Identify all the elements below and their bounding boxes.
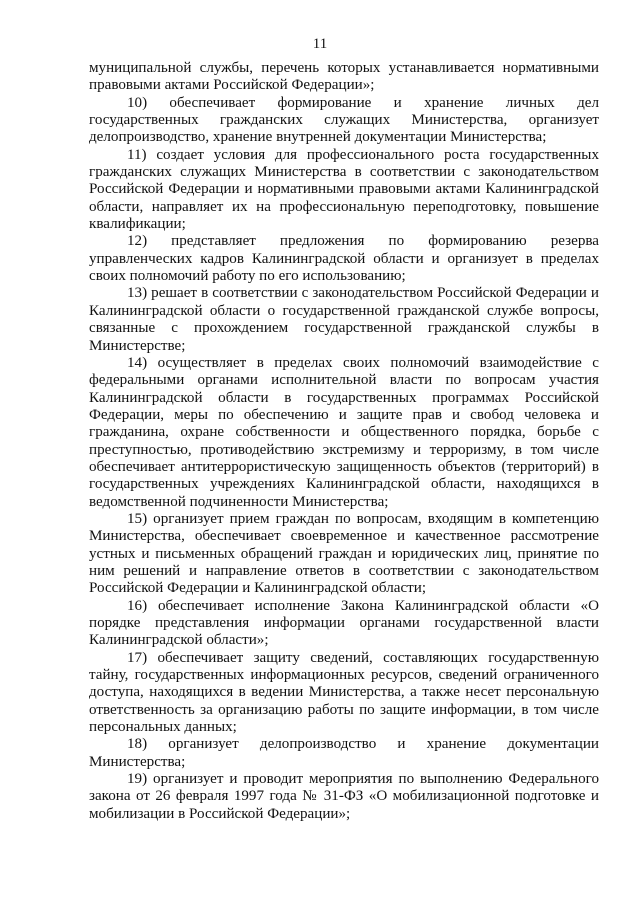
document-body xyxy=(89,60,599,823)
paragraph-item-12: 12) представляет предложения по формированию резерва управленческих кадров Калининградской области и организует в пределах своих полномочий работу по его использованию; xyxy=(89,233,599,285)
paragraph-continuation: муниципальной службы, перечень которых устанавливается нормативными правовыми актами Российской Федерации»; xyxy=(89,60,599,94)
paragraph-item-18: 18) организует делопроизводство и хранение документации Министерства; xyxy=(89,736,599,770)
paragraph-item-17: 17) обеспечивает защиту сведений, составляющих государственную тайну, государственных информационных ресурсов, сведений ограниченного доступа, находящихся в ведении Министерства, а также несет персональную ответственность за организацию работы по защите информации, в том числе персональных данных; xyxy=(89,649,599,736)
paragraph-item-15: 15) организует прием граждан по вопросам, входящим в компетенцию Министерства, обеспечивает своевременное и качественное рассмотрение устных и письменных обращений граждан и юридических лиц, принятие по ним решений и направление ответов в соответствии с законодательством Российской Федерации и Калининградской области; xyxy=(89,510,599,597)
paragraph-item-19: 19) организует и проводит мероприятия по выполнению Федерального закона от 26 февраля 1997 года № 31-ФЗ «О мобилизационной подготовке и мобилизации в Российской Федерации»; xyxy=(89,771,599,822)
paragraph-item-16: 16) обеспечивает исполнение Закона Калининградской области «О порядке представления информации органами государственной власти Калининградской области»; xyxy=(89,597,599,649)
paragraph-item-10: 10) обеспечивает формирование и хранение личных дел государственных гражданских служащих Министерства, организует делопроизводство, хранение внутренней документации Министерства; xyxy=(89,94,599,146)
page-number: 11 xyxy=(312,36,328,52)
paragraph-item-11: 11) создает условия для профессионального роста государственных гражданских служащих Министерства в соответствии с законодательством Российской Федерации и нормативными правовыми актами Калининградской области, направляет их на профессиональную переподготовку, повышение квалификации; xyxy=(89,146,599,233)
paragraph-item-14: 14) осуществляет в пределах своих полномочий взаимодействие с федеральными органами исполнительной власти по вопросам участия Калининградской области в государственных программах Российской Федерации, меры по обеспечению и защите прав и свобод человека и гражданина, охране собственности и общественного порядка, борьбе с преступностью, противодействию экстремизму и терроризму, в том числе обеспечивает антитеррористическую защищенность объектов (территорий) в государственных учреждениях Калининградской области, находящихся в ведомственной подчиненности Министерства; xyxy=(89,354,599,510)
paragraph-item-13: 13) решает в соответствии с законодательством Российской Федерации и Калининградской области о государственной гражданской службе вопросы, связанные с прохождением государственной гражданской службы в Министерстве; xyxy=(89,285,599,354)
